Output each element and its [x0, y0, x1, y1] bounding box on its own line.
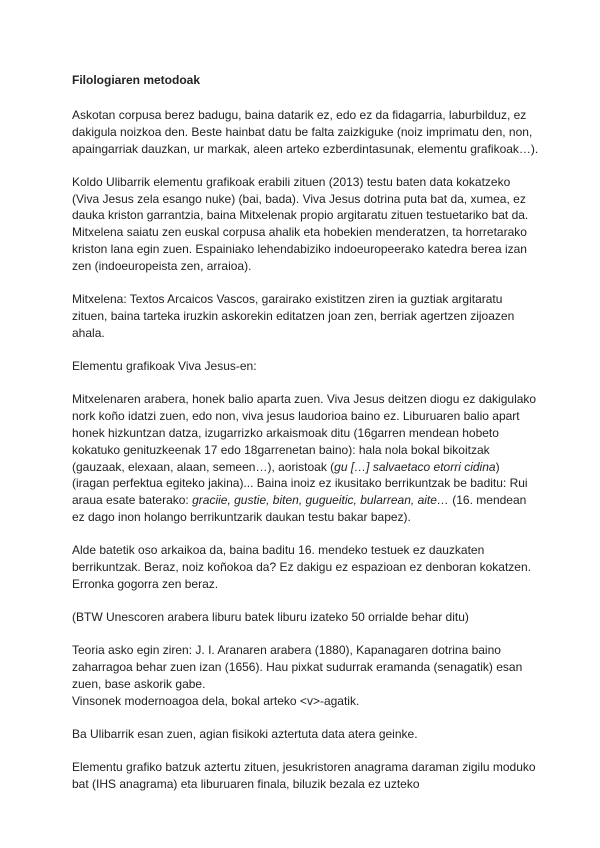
- paragraph-btw-note: (BTW Unescoren arabera liburu batek liburu izateko 50 orrialde behar ditu): [72, 610, 469, 625]
- paragraph-teoria: [72, 642, 540, 709]
- paragraph-balio-text-a: Mitxelenaren arabera, honek balio aparta zuen. Viva Jesus deitzen diogu ez dakigulako nork koño idatzi zuen, edo non, viva jesus laudorioa baino ez. Liburuaren balio apart honek hizkuntzan datza, izugarrizko arkaismoak ditu (16garren mendean hobeto kokatuko genituzkeenak 17 edo 18garrenetan baino): hala nola bokal bikoitzak (gauzaak, elexaan, alaan, semeen…), aoristoak (: [72, 392, 537, 474]
- paragraph-ulibarri: Koldo Ulibarrik elementu grafikoak erabili zituen (2013) testu baten data kokatzeko (Viva Jesus zela esango nuke) (bai, bada). Viva Jesus dotrina puta bat da, xumea, ez dauka kriston garrantzia, baina Mitxelenak propio argitaratu zituen testuetariko bat da. Mitxelena saiatu zen euskal corpusa ahalik eta hobekien menderatzen, ta horretarako kriston lana egin zuen. Espainiako lehendabiziko indoeuropeerako katedra berea izan zen (indoeuropeista zen, arraioa).: [72, 174, 529, 273]
- document-title: Filologiaren metodoak: [72, 73, 201, 87]
- teoria-line-vinson: Vinsonek modernoagoa dela, bokal arteko <v>-agatik.: [72, 693, 360, 708]
- example-rui-araua: graciie, gustie, biten, gugueitic, bularrean, aite…: [192, 493, 449, 508]
- paragraph-arkaikoa: Alde batetik oso arkaikoa da, baina baditu 16. mendeko testuek ez dauzkaten berrikuntzak. Beraz, noiz koñokoa da? Ez dakigu ez espazioan ez denboran kokatzen. Erronka gogorra zen beraz.: [72, 543, 531, 591]
- example-aoristoak: gu […] salvaetaco etorri cidina: [334, 459, 496, 474]
- paragraph-ulibarri-fisikoki: Ba Ulibarrik esan zuen, agian fisikoki aztertuta data atera geinke.: [72, 727, 418, 742]
- paragraph-balio-text-b: ) (iragan perfektua egiteko jakina)... Baina inoiz ez ikusitako berrikuntzak be baditu: Rui araua esate baterako:: [72, 459, 528, 508]
- paragraph-balio: [72, 391, 540, 525]
- paragraph-balio-text-c: (16. mendean ez dago inon holango berrikuntzarik daukan testu bakar bapez).: [72, 493, 527, 524]
- paragraph-subheading: Elementu grafikoak Viva Jesus-en:: [72, 359, 257, 374]
- paragraph-mitxelena: Mitxelena: Textos Arcaicos Vascos, garairako existitzen ziren ia guztiak argitaratu zituen, baina tarteka iruzkin askorekin editatzen joan zen, berriak agertzen zijoazen ahala.: [72, 292, 515, 340]
- teoria-line-arana: Teoria asko egin ziren: J. I. Aranaren arabera (1880), Kapanagaren dotrina baino zaharragoa behar zuen izan (1656). Hau pixkat sudurrak eramanda (senagatik) esan zuen, base askorik gabe.: [72, 643, 523, 692]
- paragraph-elementu-grafiko: Elementu grafiko batzuk aztertu zituen, jesukristoren anagrama daraman zigilu moduko bat (IHS anagrama) eta liburuaren finala, biluzik bezala ez uzteko: [72, 760, 536, 792]
- paragraph-intro: Askotan corpusa berez badugu, baina datarik ez, edo ez da fidagarria, laburbilduz, ez dakigula noizkoa den. Beste hainbat datu be falta zaizkiguke (noiz imprimatu den, non, apaingarriak dauzkan, ur markak, aleen arteko ezberdintasunak, elementu grafikoak…).: [72, 108, 539, 156]
